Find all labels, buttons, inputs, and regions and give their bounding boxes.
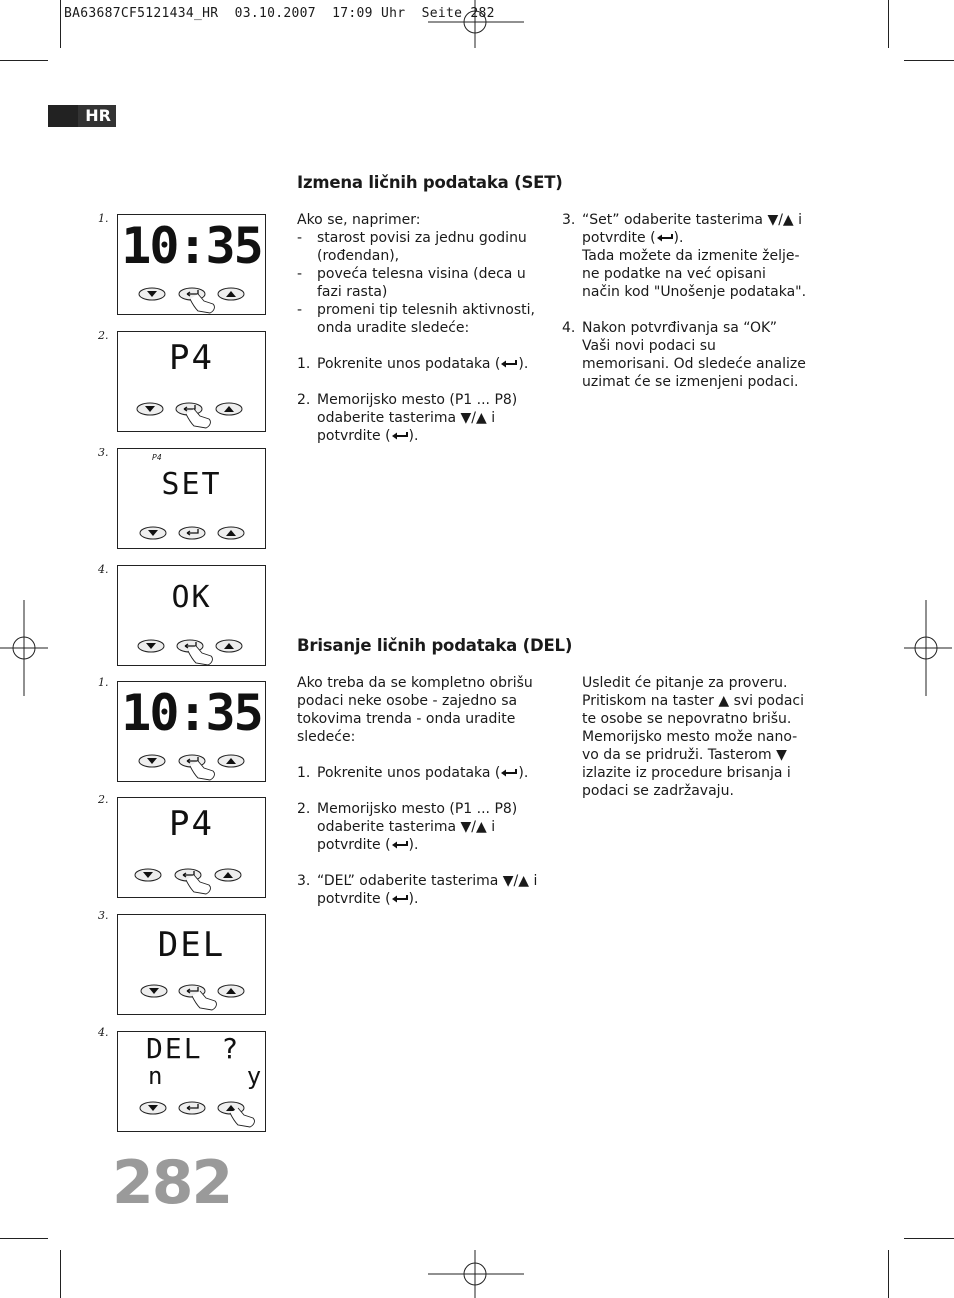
lcd-display: [117, 448, 266, 549]
device-buttons: [118, 630, 267, 666]
enter-key-icon: [656, 233, 674, 243]
registration-mark-icon: [428, 1250, 524, 1298]
device-buttons: [118, 513, 267, 549]
lcd-display: [117, 331, 266, 432]
del-right-text: Usledit će pitanje za proveru. Pritiskom na taster ▲ svi podaci te osobe se nepovratno brišu. Memorijsko mesto može nano-vo da se pridruži. Tasterom ▼ izlazite iz procedure brisanja i podaci se zadržavaju.: [582, 675, 804, 799]
set-step-3: “Set” odaberite tasterima ▼/▲ i potvrdite (: [582, 212, 803, 246]
lcd-display: [117, 681, 266, 782]
registration-mark-icon: [0, 600, 48, 696]
crop-mark: [0, 1238, 48, 1239]
lcd-display: [117, 1031, 266, 1132]
device-buttons: [118, 396, 267, 432]
set-step-4: Nakon potvrđivanja sa “OK” Vaši novi podaci su memorisani. Od sledeće analize uzimat će se izmenjeni podaci.: [582, 320, 806, 390]
del-right-column: [582, 674, 807, 800]
crop-mark: [60, 1250, 61, 1298]
display-label: 2.: [98, 793, 109, 806]
del-step-3: “DEL” odaberite tasterima ▼/▲ i potvrdite (: [317, 873, 538, 907]
device-buttons: [118, 862, 267, 898]
set-intro: Ako se, naprimer:: [297, 212, 421, 228]
enter-key-icon: [500, 768, 518, 778]
display-label: 3.: [98, 446, 109, 459]
lcd-main-text: SET: [161, 467, 222, 502]
crop-mark: [0, 60, 48, 61]
lcd-second-line: n y: [148, 1062, 264, 1090]
set-left-column: Ako se, naprimer: - starost povisi za jednu godinu (rođendan), - poveća telesna visina (deca u fazi rasta) - promeni tip telesnih aktivnosti, onda uradite sledeće: 1. Pokrenite unos podataka ( ). 2. Memorijsko mesto (P1 ... P8) odaberite tasterima ▼/▲ i potvrdite ( ).: [297, 211, 547, 445]
del-step-2: Memorijsko mesto (P1 ... P8) odaberite tasterima ▼/▲ i potvrdite (: [317, 801, 518, 853]
set-step-1: Pokrenite unos podataka (: [317, 356, 501, 372]
lcd-main-text: OK: [171, 580, 212, 615]
crop-mark: [904, 60, 954, 61]
enter-key-icon: [500, 359, 518, 369]
registration-mark-icon: [904, 600, 952, 696]
set-right-column: 3. “Set” odaberite tasterima ▼/▲ i potvrdite ( ). Tada možete da izmenite želje-ne podatke na već opisani način kod "Unošenje podataka". 4. Nakon potvrđivanja sa “OK” Vaši novi podaci su memorisani. Od sledeće analize uzimat će se izmenjeni podaci.: [562, 212, 807, 390]
set-bullet: promeni tip telesnih aktivnosti, onda uradite sledeće:: [317, 302, 535, 336]
display-label: 1.: [98, 212, 109, 225]
display-label: 3.: [98, 909, 109, 922]
del-intro: Ako treba da se kompletno obrišu podaci neke osobe - zajedno sa tokovima trenda - onda uradite sledeće:: [297, 675, 533, 745]
display-label: 1.: [98, 676, 109, 689]
language-badge: HR: [48, 105, 116, 127]
section-title-set: Izmena ličnih podataka (SET): [297, 173, 563, 192]
set-step-2: Memorijsko mesto (P1 ... P8) odaberite tasterima ▼/▲ i potvrdite (: [317, 392, 518, 444]
crop-mark: [60, 0, 61, 48]
lcd-main-text: P4: [169, 804, 214, 844]
display-label: 4.: [98, 1026, 109, 1039]
page-number: 282: [112, 1148, 232, 1218]
lcd-main-text: DEL ?: [146, 1032, 241, 1065]
set-bullet: poveća telesna visina (deca u fazi rasta): [317, 266, 526, 300]
crop-mark: [888, 1250, 889, 1298]
set-step-3-extra: Tada možete da izmenite želje-ne podatke na već opisani način kod "Unošenje podataka".: [582, 248, 807, 300]
lcd-display: [117, 914, 266, 1015]
crop-mark: [888, 0, 889, 48]
lcd-main-text: DEL: [157, 925, 226, 965]
lcd-display: [117, 214, 266, 315]
crop-mark: [904, 1238, 954, 1239]
lcd-display: [117, 565, 266, 666]
lcd-main-text: 10:35: [121, 217, 262, 275]
device-buttons: [118, 279, 267, 315]
enter-key-icon: [391, 840, 409, 850]
enter-key-icon: [391, 894, 409, 904]
lcd-display: [117, 797, 266, 898]
device-buttons: [118, 1096, 267, 1132]
display-label: 4.: [98, 563, 109, 576]
section-title-del: Brisanje ličnih podataka (DEL): [297, 636, 573, 655]
enter-key-icon: [391, 431, 409, 441]
set-bullet: starost povisi za jednu godinu (rođendan),: [317, 230, 527, 264]
display-label: 2.: [98, 329, 109, 342]
print-header: BA63687CF5121434_HR 03.10.2007 17:09 Uhr Seite 282: [64, 6, 495, 21]
del-step-1: Pokrenite unos podataka (: [317, 765, 501, 781]
lcd-main-text: 10:35: [121, 684, 262, 742]
lcd-small-text: P4: [152, 453, 162, 462]
del-left-column: Ako treba da se kompletno obrišu podaci neke osobe - zajedno sa tokovima trenda - onda uradite sledeće: 1. Pokrenite unos podataka ( ). 2. Memorijsko mesto (P1 ... P8) odaberite tasterima ▼/▲ i potvrdite ( ). 3. “DEL” odaberite tasterima ▼/▲ i potvrdite ( ).: [297, 674, 547, 908]
device-buttons: [118, 979, 267, 1015]
lcd-main-text: P4: [169, 338, 214, 378]
device-buttons: [118, 746, 267, 782]
